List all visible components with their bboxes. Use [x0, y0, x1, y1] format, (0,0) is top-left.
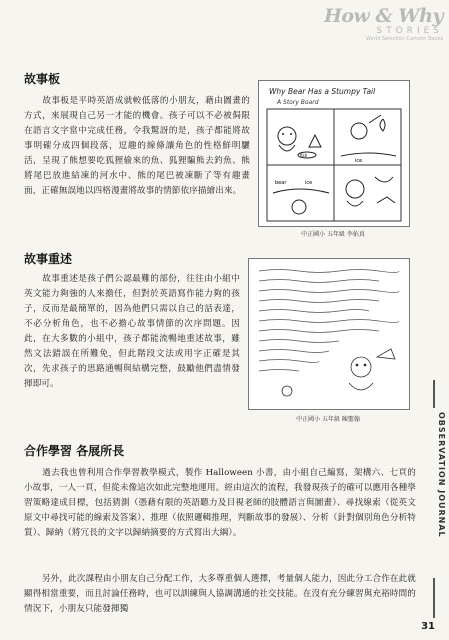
- side-label: OBSERVATION JOURNAL: [437, 412, 446, 538]
- handwritten-retelling-image: [248, 258, 410, 410]
- figure-1-caption: 中正國小 五年級 李佑真: [301, 231, 365, 238]
- section-title-retelling: 故事重述: [24, 252, 73, 266]
- drawing-subtitle: A Story Board: [277, 99, 319, 106]
- storyboard-drawing: [258, 80, 410, 227]
- logo-sub-text: STORIES: [376, 26, 443, 36]
- panel-4-stumpy-tail: [346, 177, 395, 206]
- page-number: 31: [421, 621, 435, 632]
- section-title-storyboard: 故事板: [24, 72, 61, 86]
- section-body-cooperative-para2: 另外，此次課程由小朋友自己分配工作，大多尊重個人選擇，考量個人能力，因此分工合作在此就顯得相當重要，而且討論任務時，也可以訓練與人協調溝通的社交技能。在沒有充分練習與充裕時間的情況下，小朋友只能發揮獨: [24, 574, 416, 614]
- section-title-cooperative-learning: 合作學習 各展所長: [24, 444, 125, 458]
- figure-2-caption: 中正國小 五年級 陳聖翰: [296, 416, 360, 423]
- panel-3-label-2: ice: [305, 180, 313, 186]
- logo-tagline: World Selection Cartoon Books: [365, 36, 443, 42]
- panel-3-label: bear: [275, 180, 287, 186]
- drawing-title: Why Bear Has a Stumpy Tail: [269, 87, 376, 96]
- section-body-storyboard: 故事板是平時英語成就較低落的小朋友，藉由圖畫的方式，來展現自己另一才能的機會。孩子可以不必被侷限在語言文字當中完成任務，令我驚訝的是，孩子都能將故事明確分成四個段落，逗趣的線條讓角色的性格鮮明驪活，呈現了熊想要吃狐狸偷來的魚、狐狸騙熊去釣魚、熊將尾巴放進結凍的河水中、熊的尾巴被凍斷了等有趣畫面，正確無誤地以四格漫畫將故事的情節依序描繪出來。: [24, 96, 250, 196]
- section-body-retelling: 故事重述是孩子們公認最難的部份，往往由小組中英文能力夠強的人來擔任，但對於英語寫作能力夠的孩子，反而是最簡單的，因為他們只需以自己的話表達，不必分析角色，也不必擔心故事情節的次序問題。因此，在大多數的小組中，孩子都能流暢地重述故事，雖然文法錯誤在所難免，但此階段文法或用字正確是其次，先求孩子的思路通暢與結構完整，鼓勵他們盡情發揮即可。: [24, 274, 240, 389]
- panel-1-bear-fox: [278, 127, 321, 158]
- logo-main-text: How & Why: [323, 5, 443, 27]
- side-rule-bottom: [433, 578, 435, 618]
- storyboard-sketch: [259, 81, 409, 226]
- handwriting-sketch: [249, 259, 409, 409]
- side-rule-top: [433, 380, 435, 408]
- panel-3-bear-tail-ice: [273, 180, 329, 214]
- panel-2-label: ice: [355, 158, 363, 164]
- section-body-cooperative-para1: 過去我也曾利用合作學習教學模式，製作 Halloween 小書，由小組自己編寫，架構六、七頁的小故事，一人一頁，但從未像這次如此完整地運用。經由這次的流程，我發現孩子的確可以應用各種學習策略達成目標，包括猜測（憑藉有限的英語聽力及目視老師的肢體語言與圖畫）、尋找線索（從英文原文中尋找可能的線索及答案）、推理（依照邏輯推理，判斷故事的發展）、分析（針對個別角色分析特質）、歸納（將冗長的文字以歸納摘要的方式寫出大綱）。: [24, 468, 416, 538]
- panel-2-fishing: [341, 115, 396, 164]
- handwriting-illustration: [282, 349, 395, 396]
- publisher-logo: [323, 6, 443, 43]
- panel-1-label: fish: [300, 153, 308, 158]
